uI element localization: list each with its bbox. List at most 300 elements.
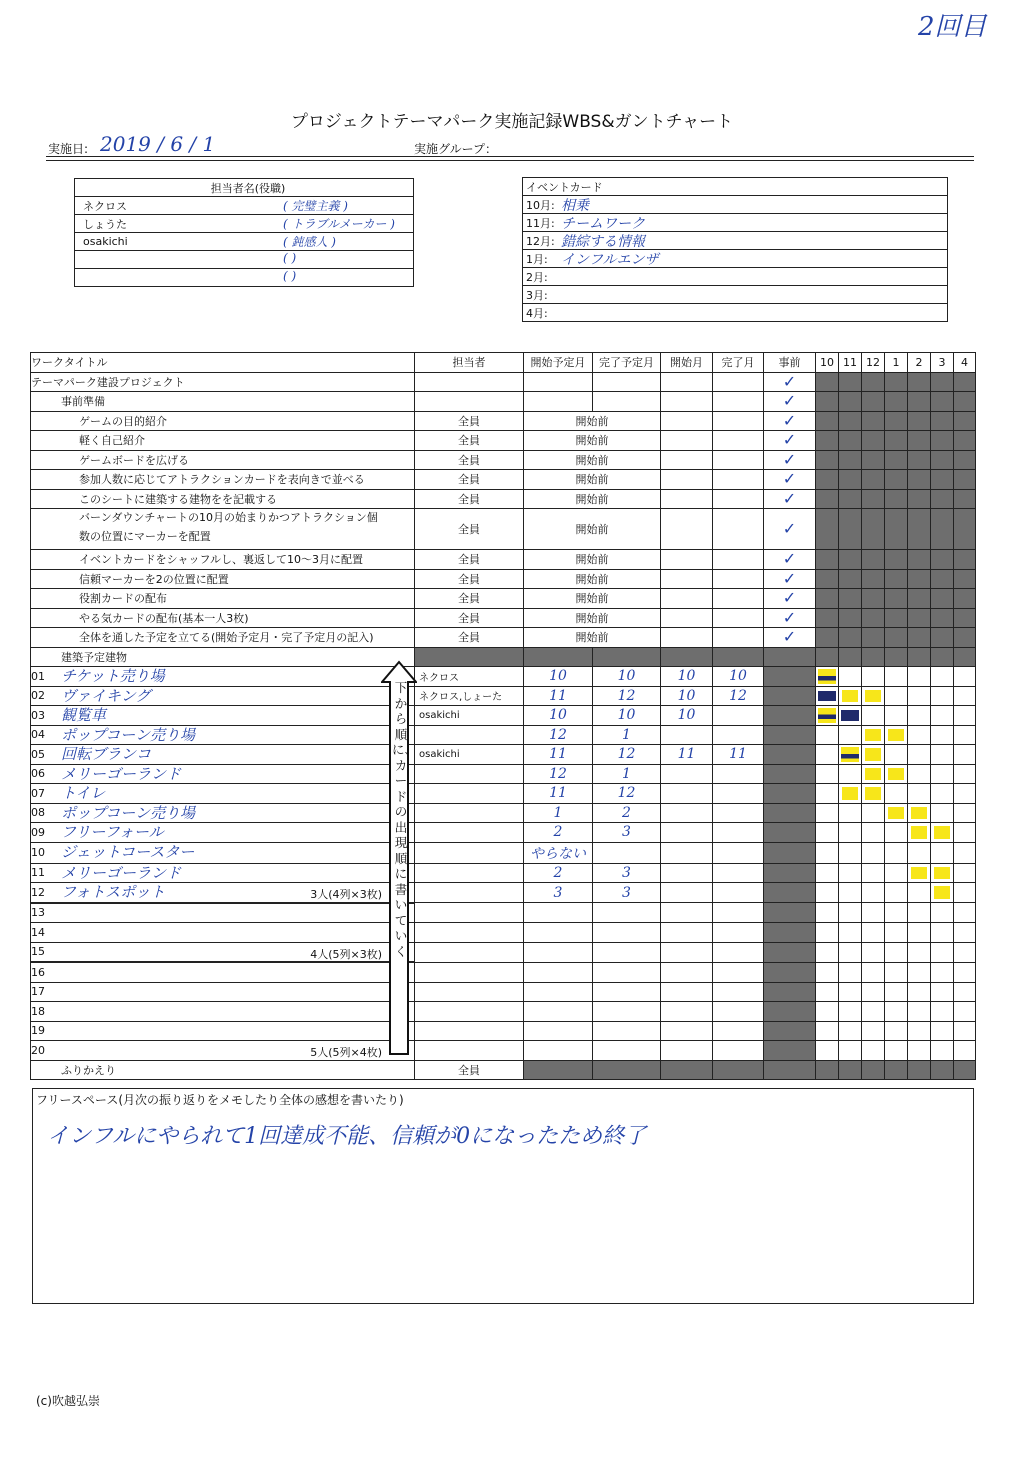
gantt-cell [931,982,954,1002]
empty-cell [713,470,764,490]
prep-task-title-text: やる気カードの配布(基本一人3枚) [79,611,249,625]
shaded-cell [954,489,976,509]
shaded-cell [862,392,885,412]
pre-check-cell [764,509,816,550]
empty-cell [713,372,764,392]
gantt-cell [954,686,976,706]
pre-check-cell [764,372,816,392]
shaded-cell [816,1060,839,1080]
gantt-cell [816,745,839,765]
shaded-cell [931,628,954,648]
empty-cell [713,392,764,412]
shaded-cell [862,608,885,628]
prep-task-title [31,589,415,609]
person-row [75,215,414,233]
empty-cell [713,569,764,589]
gantt-cell [931,923,954,943]
shaded-cell [908,489,931,509]
building-title [31,803,415,823]
building-no: 09 [31,825,45,839]
gantt-cell [931,764,954,784]
gantt-cell [839,923,862,943]
end-month [713,842,764,863]
shaded-cell [661,1060,713,1080]
prep-task-title [31,431,415,451]
shaded-cell [885,450,908,470]
start-month [661,1041,713,1061]
gantt-cell [908,982,931,1002]
person-name: osakichi [83,235,128,248]
event-card: 錯綜する情報 [561,234,645,250]
prep-task-owner: 全員 [415,470,524,490]
person-row [75,251,414,269]
shaded-cell [839,489,862,509]
header-month: 1 [885,353,908,373]
empty-cell [661,608,713,628]
pre-cell-shaded [764,1021,816,1041]
building-row [31,962,976,982]
shaded-cell [593,647,661,667]
building-no: 16 [31,965,45,979]
shaded-cell [839,411,862,431]
pre-check-cell [764,628,816,648]
shaded-cell [954,411,976,431]
gantt-cell [816,823,839,843]
shaded-cell [839,470,862,490]
building-no: 18 [31,1004,45,1018]
shaded-cell [885,431,908,451]
shaded-cell [816,569,839,589]
event-cell [523,196,948,214]
prep-task-status: 開始前 [524,608,661,628]
event-row [523,304,948,322]
prep-task-title [31,489,415,509]
gantt-cell [816,1002,839,1022]
shaded-cell [931,509,954,550]
date-value: 2019 / 6 / 1 [100,132,216,156]
plan-end-month [593,842,661,863]
gantt-cell [862,982,885,1002]
persons-header: 担当者名(役職) [75,179,414,197]
gantt-cell [862,1002,885,1022]
pre-cell-shaded [764,962,816,982]
free-space-note: インフルにやられて1回達成不能、信頼が0になったため終了 [47,1124,647,1149]
gantt-cell [954,883,976,903]
gantt-cell [908,923,931,943]
building-row [31,686,976,706]
shaded-cell [931,470,954,490]
building-owner: osakichi [415,706,524,726]
gantt-cell [885,764,908,784]
pre-cell-shaded [764,823,816,843]
gantt-cell [954,982,976,1002]
gantt-cell [816,883,839,903]
gantt-cell [931,706,954,726]
empty-cell [661,489,713,509]
prep-task-status: 開始前 [524,569,661,589]
gantt-cell [862,686,885,706]
gantt-cell [931,1041,954,1061]
building-title [31,764,415,784]
check-icon: ✓ [782,519,797,538]
shaded-cell [816,589,839,609]
shaded-cell [885,589,908,609]
person-name: ネクロス [83,199,127,213]
shaded-cell [954,589,976,609]
plan-end-month: 1 [593,725,661,745]
gantt-cell [908,745,931,765]
wbs-gantt-table [30,352,976,1080]
building-name: ポップコーン売り場 [61,803,195,822]
event-cell [523,304,948,322]
building-row [31,1021,976,1041]
end-month [713,784,764,804]
gantt-cell [839,784,862,804]
pre-cell-shaded [764,1002,816,1022]
building-row [31,745,976,765]
pre-check-cell [764,411,816,431]
check-icon: ✓ [782,411,797,430]
start-month [661,803,713,823]
start-month [661,923,713,943]
prep-task-owner: 全員 [415,628,524,648]
prep-task-row [31,589,976,609]
end-month: 10 [713,667,764,687]
gantt-cell [862,842,885,863]
copyright: (c)吹越弘崇 [36,1394,100,1408]
gantt-cell [839,1041,862,1061]
gantt-cell [862,863,885,883]
building-no: 17 [31,985,45,999]
header-pre: 事前 [764,353,816,373]
start-month: 10 [661,686,713,706]
shaded-cell [908,608,931,628]
building-no: 19 [31,1024,45,1038]
shaded-cell [885,392,908,412]
shaded-cell [593,1060,661,1080]
building-owner: ネクロス,しょーた [415,686,524,706]
shaded-cell [816,550,839,570]
shaded-cell [954,450,976,470]
building-title [31,1041,415,1061]
shaded-cell [816,450,839,470]
gantt-cell [885,903,908,923]
event-month: 11月: [526,216,555,230]
building-name: ポップコーン売り場 [61,725,195,744]
event-month: 12月: [526,234,555,248]
start-month [661,725,713,745]
shaded-cell [862,628,885,648]
gantt-cell [908,823,931,843]
shaded-cell [862,450,885,470]
gantt-cell [885,803,908,823]
building-owner [415,1041,524,1061]
shaded-cell [908,509,931,550]
header-month: 2 [908,353,931,373]
event-row [523,250,948,268]
gantt-cell [954,1002,976,1022]
shaded-cell [931,569,954,589]
start-month [661,962,713,982]
prep-task-owner: 全員 [415,431,524,451]
start-month: 10 [661,667,713,687]
person-role: ( 鈍感人 ) [283,235,336,249]
header-start: 開始月 [661,353,713,373]
shaded-cell [862,509,885,550]
empty-cell [661,628,713,648]
prep-task-title-text: 参加人数に応じてアトラクションカードを表向きで並べる [79,473,365,487]
end-month [713,1002,764,1022]
gantt-cell [862,1021,885,1041]
building-title [31,686,415,706]
empty-cell [415,372,524,392]
end-month [713,706,764,726]
shaded-cell [839,450,862,470]
plan-start-month: 11 [524,784,593,804]
prep-task-row [31,550,976,570]
pre-cell-shaded [764,725,816,745]
prep-section-row [31,392,976,412]
start-month [661,1002,713,1022]
shaded-cell [862,589,885,609]
shaded-cell [839,608,862,628]
prep-section-title: 事前準備 [31,392,415,412]
review-title: ふりかえり [31,1060,415,1080]
check-icon: ✓ [782,430,797,450]
gantt-cell [862,667,885,687]
gantt-cell [885,842,908,863]
gantt-cell [862,803,885,823]
prep-task-title-text: ゲームボードを広げる [79,453,189,467]
shaded-cell [816,647,839,667]
building-title [31,667,415,687]
building-no: 20 [31,1043,45,1057]
plan-start-month: 12 [524,764,593,784]
gantt-cell [816,667,839,687]
gantt-cell [931,725,954,745]
pre-cell-shaded [764,923,816,943]
gantt-cell [816,842,839,863]
shaded-cell [816,608,839,628]
building-owner [415,903,524,923]
building-owner [415,1002,524,1022]
empty-cell [661,392,713,412]
gantt-cell [839,883,862,903]
gantt-cell [931,686,954,706]
shaded-cell [954,372,976,392]
free-space [32,1088,974,1304]
end-month: 11 [713,745,764,765]
building-capacity-note: 4人(5列×3枚) [310,947,382,961]
round-note: 2回目 [918,12,987,42]
prep-task-owner: 全員 [415,489,524,509]
gantt-cell [816,803,839,823]
prep-task-row [31,411,976,431]
event-cell [523,214,948,232]
prep-task-title-text: このシートに建築する建物をを記載する [79,492,277,506]
building-owner [415,883,524,903]
gantt-cell [816,725,839,745]
shaded-cell [908,431,931,451]
prep-task-title [31,569,415,589]
pre-cell-shaded [764,863,816,883]
prep-task-status: 開始前 [524,628,661,648]
check-icon: ✓ [782,450,797,469]
shaded-cell [839,589,862,609]
project-title: テーマパーク建設プロジェクト [31,372,415,392]
pre-check-cell [764,608,816,628]
check-icon: ✓ [782,569,797,588]
person-cell [75,215,414,233]
gantt-cell [931,883,954,903]
prep-task-owner: 全員 [415,450,524,470]
prep-task-status: 開始前 [524,589,661,609]
building-owner [415,842,524,863]
gantt-cell [839,764,862,784]
building-no: 06 [31,767,45,781]
gantt-cell [954,903,976,923]
person-cell [75,269,414,287]
plan-end-month: 3 [593,863,661,883]
building-title [31,903,415,923]
gantt-cell [908,1002,931,1022]
prep-task-title [31,550,415,570]
shaded-cell [954,628,976,648]
shaded-cell [954,550,976,570]
review-row [31,1060,976,1080]
review-owner: 全員 [415,1060,524,1080]
building-row [31,863,976,883]
gantt-cell [885,982,908,1002]
end-month [713,1041,764,1061]
gantt-cell [908,706,931,726]
pre-cell-shaded [764,784,816,804]
gantt-cell [816,923,839,943]
check-icon: ✓ [782,549,797,569]
gantt-cell [839,706,862,726]
building-row [31,903,976,923]
shaded-cell [862,470,885,490]
shaded-cell [862,431,885,451]
plan-start-month [524,1021,593,1041]
shaded-cell [839,509,862,550]
gantt-cell [931,903,954,923]
pre-cell-shaded [764,764,816,784]
person-role: ( ) [283,269,297,283]
check-icon: ✓ [782,391,797,411]
empty-cell [415,392,524,412]
building-no: 07 [31,786,45,800]
shaded-cell [908,569,931,589]
header-owner: 担当者 [415,353,524,373]
gantt-cell [885,1041,908,1061]
plan-end-month: 12 [593,686,661,706]
event-card: インフルエンザ [561,252,659,268]
plan-start-month: 10 [524,667,593,687]
gantt-cell [885,1021,908,1041]
start-month: 10 [661,706,713,726]
empty-cell [713,628,764,648]
building-name: チケット売り場 [61,667,165,685]
person-cell [75,251,414,269]
building-title [31,923,415,943]
shaded-cell [908,372,931,392]
building-owner: osakichi [415,745,524,765]
building-title [31,883,415,903]
building-no: 11 [31,866,45,880]
building-no: 02 [31,689,45,703]
plan-start-month [524,982,593,1002]
gantt-cell [862,962,885,982]
shaded-cell [839,372,862,392]
building-row [31,823,976,843]
building-row [31,706,976,726]
shaded-cell [931,589,954,609]
gantt-cell [816,1041,839,1061]
gantt-cell [885,863,908,883]
event-cell [523,232,948,250]
building-owner [415,923,524,943]
empty-cell [713,411,764,431]
gantt-cell [862,1041,885,1061]
prep-task-row [31,628,976,648]
building-name: メリーゴーランド [61,764,182,783]
prep-task-row [31,489,976,509]
prep-task-owner: 全員 [415,509,524,550]
gantt-cell [885,784,908,804]
end-month [713,982,764,1002]
plan-start-month [524,942,593,962]
empty-cell [713,431,764,451]
shaded-cell [908,450,931,470]
gantt-cell [839,1021,862,1041]
shaded-cell [816,392,839,412]
prep-task-row [31,509,976,550]
building-row [31,784,976,804]
person-role: ( 完璧主義 ) [283,199,348,213]
building-owner [415,784,524,804]
plan-end-month: 10 [593,667,661,687]
plan-start-month [524,962,593,982]
building-title [31,784,415,804]
prep-task-status: 開始前 [524,431,661,451]
gantt-cell [908,803,931,823]
gantt-cell [908,725,931,745]
gantt-cell [885,823,908,843]
shaded-cell [931,392,954,412]
pre-cell-shaded [764,883,816,903]
start-month [661,863,713,883]
building-owner [415,823,524,843]
empty-cell [661,372,713,392]
pre-cell-shaded [764,745,816,765]
building-no: 05 [31,747,45,761]
pre-check-cell [764,470,816,490]
plan-start-month [524,903,593,923]
prep-task-status: 開始前 [524,550,661,570]
gantt-cell [954,863,976,883]
building-capacity-note: 3人(4列×3枚) [310,888,382,901]
empty-cell [524,372,593,392]
gantt-cell [954,745,976,765]
gantt-cell [908,667,931,687]
shaded-cell [764,647,816,667]
shaded-cell [839,550,862,570]
prep-task-status: 開始前 [524,450,661,470]
person-role: ( ) [283,251,297,265]
shaded-cell [839,647,862,667]
shaded-cell [931,411,954,431]
